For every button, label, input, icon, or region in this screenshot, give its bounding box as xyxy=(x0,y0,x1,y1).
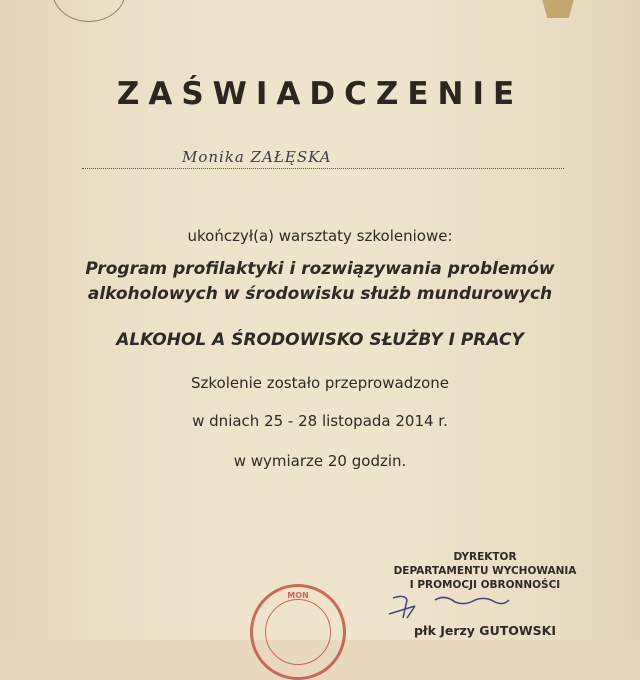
workshop-title: ALKOHOL A ŚRODOWISKO SŁUŻBY I PRACY xyxy=(116,330,524,350)
name-dotted-line xyxy=(82,168,564,169)
handwritten-signature xyxy=(385,592,515,620)
completed-text: ukończył(a) warsztaty szkoleniowe: xyxy=(187,227,453,245)
program-line-2: alkoholowych w środowisku służb mundurowych xyxy=(87,284,553,304)
official-stamp xyxy=(250,584,346,680)
program-name xyxy=(0,257,640,307)
badge-emblem-icon xyxy=(540,0,576,18)
recipient-name: Monika ZAŁĘSKA xyxy=(182,148,332,166)
conducted-text: Szkolenie zostało przeprowadzone xyxy=(190,374,450,392)
stamp-text: MON xyxy=(287,591,309,600)
signatory-title xyxy=(350,550,620,592)
signatory-line-1: DYREKTOR xyxy=(453,551,517,563)
signatory-name: płk Jerzy GUTOWSKI xyxy=(413,623,556,638)
eagle-emblem-icon xyxy=(52,0,126,22)
signatory-line-3: I PROMOCJI OBRONNOŚCI xyxy=(409,579,561,591)
program-line-1: Program profilaktyki i rozwiązywania problemów xyxy=(85,259,555,279)
signatory-line-2: DEPARTAMENTU WYCHOWANIA xyxy=(393,565,577,577)
certificate-title: ZAŚWIADCZENIE xyxy=(116,76,524,112)
dates-text: w dniach 25 - 28 listopada 2014 r. xyxy=(192,412,448,430)
duration-text: w wymiarze 20 godzin. xyxy=(233,452,407,470)
